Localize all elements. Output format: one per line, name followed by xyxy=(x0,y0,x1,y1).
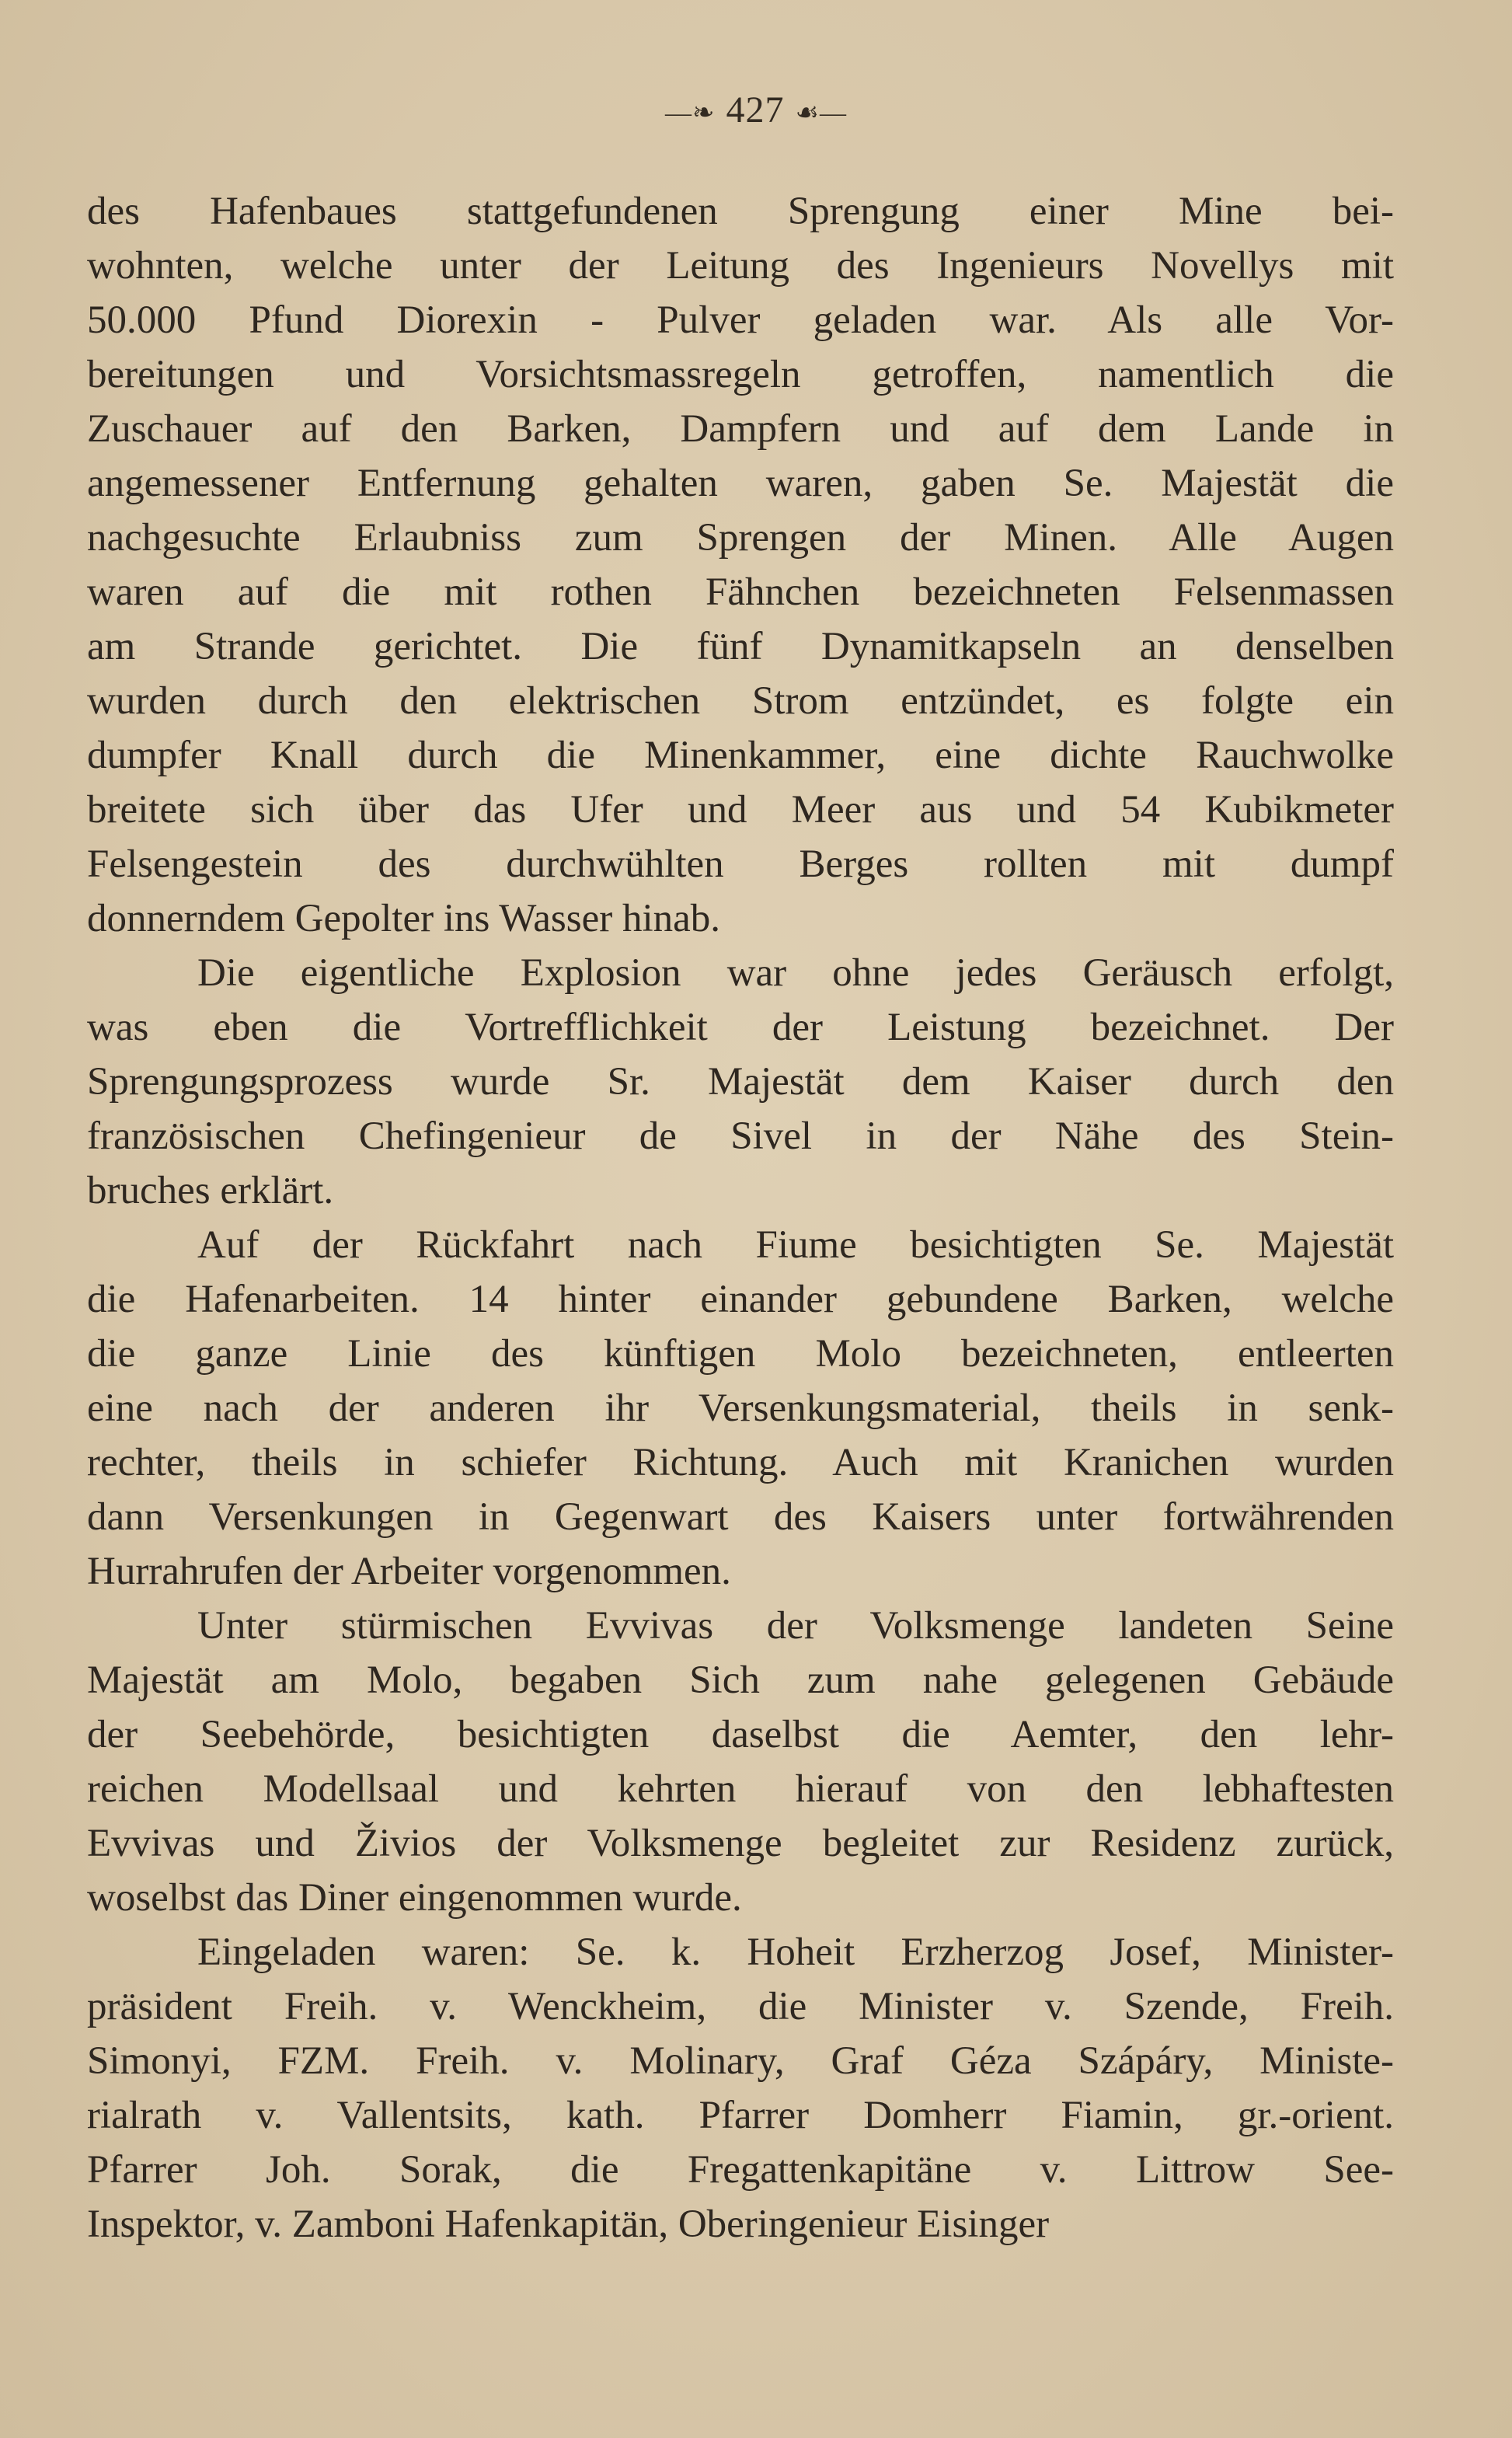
text-line: bereitungen und Vorsichtsmassregeln getroffen, namentlich die xyxy=(87,353,1394,396)
text-line: woselbst das Diner eingenommen wurde. xyxy=(87,1876,742,1920)
ornament-left-icon: —❧ xyxy=(665,98,716,127)
text-line: nachgesuchte Erlaubniss zum Sprengen der Minen. Alle Augen xyxy=(87,516,1394,560)
text-line: dann Versenkungen in Gegenwart des Kaisers unter fortwährenden xyxy=(87,1495,1394,1539)
body-text xyxy=(87,184,1394,2251)
text-line: rechter, theils in schiefer Richtung. Auch mit Kranichen wurden xyxy=(87,1441,1394,1484)
text-line: Die eigentliche Explosion war ohne jedes Geräusch erfolgt, xyxy=(197,951,1394,995)
text-line: donnerndem Gepolter ins Wasser hinab. xyxy=(87,897,721,940)
paragraph xyxy=(87,184,1394,946)
text-line: Eingeladen waren: Se. k. Hoheit Erzherzog Josef, Minister- xyxy=(197,1931,1394,1974)
text-line: angemessener Entfernung gehalten waren, gaben Se. Majestät die xyxy=(87,462,1394,505)
text-line: die ganze Linie des künftigen Molo bezeichneten, entleerten xyxy=(87,1332,1394,1376)
text-line: Felsengestein des durchwühlten Berges rollten mit dumpf xyxy=(87,842,1394,886)
text-line: eine nach der anderen ihr Versenkungsmaterial, theils in senk- xyxy=(87,1386,1394,1430)
text-line: wohnten, welche unter der Leitung des Ingenieurs Novellys mit xyxy=(87,244,1394,288)
paragraph xyxy=(87,1218,1394,1599)
text-line: 50.000 Pfund Diorexin - Pulver geladen war. Als alle Vor- xyxy=(87,298,1394,342)
text-line: Majestät am Molo, begaben Sich zum nahe gelegenen Gebäude xyxy=(87,1658,1394,1702)
text-line: Simonyi, FZM. Freih. v. Molinary, Graf Géza Szápáry, Ministe- xyxy=(87,2039,1394,2083)
text-line: was eben die Vortrefflichkeit der Leistung bezeichnet. Der xyxy=(87,1006,1394,1049)
text-line: Evvivas und Živios der Volksmenge begleitet zur Residenz zurück, xyxy=(87,1822,1394,1865)
text-line: wurden durch den elektrischen Strom entzündet, es folgte ein xyxy=(87,679,1394,723)
page-header xyxy=(0,87,1512,137)
text-line: reichen Modellsaal und kehrten hierauf von den lebhaftesten xyxy=(87,1767,1394,1811)
text-line: Inspektor, v. Zamboni Hafenkapitän, Oberingenieur Eisinger xyxy=(87,2203,1050,2246)
text-line: dumpfer Knall durch die Minenkammer, eine dichte Rauchwolke xyxy=(87,734,1394,777)
text-line: Pfarrer Joh. Sorak, die Fregattenkapitäne v. Littrow See- xyxy=(87,2148,1394,2192)
text-line: präsident Freih. v. Wenckheim, die Minister v. Szende, Freih. xyxy=(87,1985,1394,2028)
text-line: Sprengungsprozess wurde Sr. Majestät dem Kaiser durch den xyxy=(87,1060,1394,1104)
paragraph xyxy=(87,1925,1394,2251)
text-line: französischen Chefingenieur de Sivel in der Nähe des Stein- xyxy=(87,1114,1394,1158)
text-line: rialrath v. Vallentsits, kath. Pfarrer Domherr Fiamin, gr.-orient. xyxy=(87,2094,1394,2137)
text-line: des Hafenbaues stattgefundenen Sprengung einer Mine bei- xyxy=(87,190,1394,233)
text-line: am Strande gerichtet. Die fünf Dynamitkapseln an denselben xyxy=(87,625,1394,668)
text-line: breitete sich über das Ufer und Meer aus und 54 Kubikmeter xyxy=(87,788,1394,832)
text-line: Zuschauer auf den Barken, Dampfern und auf dem Lande in xyxy=(87,407,1394,451)
text-line: der Seebehörde, besichtigten daselbst die Aemter, den lehr- xyxy=(87,1713,1394,1756)
text-line: waren auf die mit rothen Fähnchen bezeichneten Felsenmassen xyxy=(87,570,1394,614)
text-line: die Hafenarbeiten. 14 hinter einander gebundene Barken, welche xyxy=(87,1278,1394,1321)
page-number: 427 xyxy=(726,89,785,131)
paragraph xyxy=(87,1599,1394,1925)
text-line: bruches erklärt. xyxy=(87,1169,334,1212)
text-line: Unter stürmischen Evvivas der Volksmenge landeten Seine xyxy=(197,1604,1394,1648)
paragraph xyxy=(87,946,1394,1218)
ornament-right-icon: ☙— xyxy=(795,98,847,127)
text-line: Hurrahrufen der Arbeiter vorgenommen. xyxy=(87,1550,731,1593)
text-line: Auf der Rückfahrt nach Fiume besichtigten Se. Majestät xyxy=(197,1223,1394,1267)
